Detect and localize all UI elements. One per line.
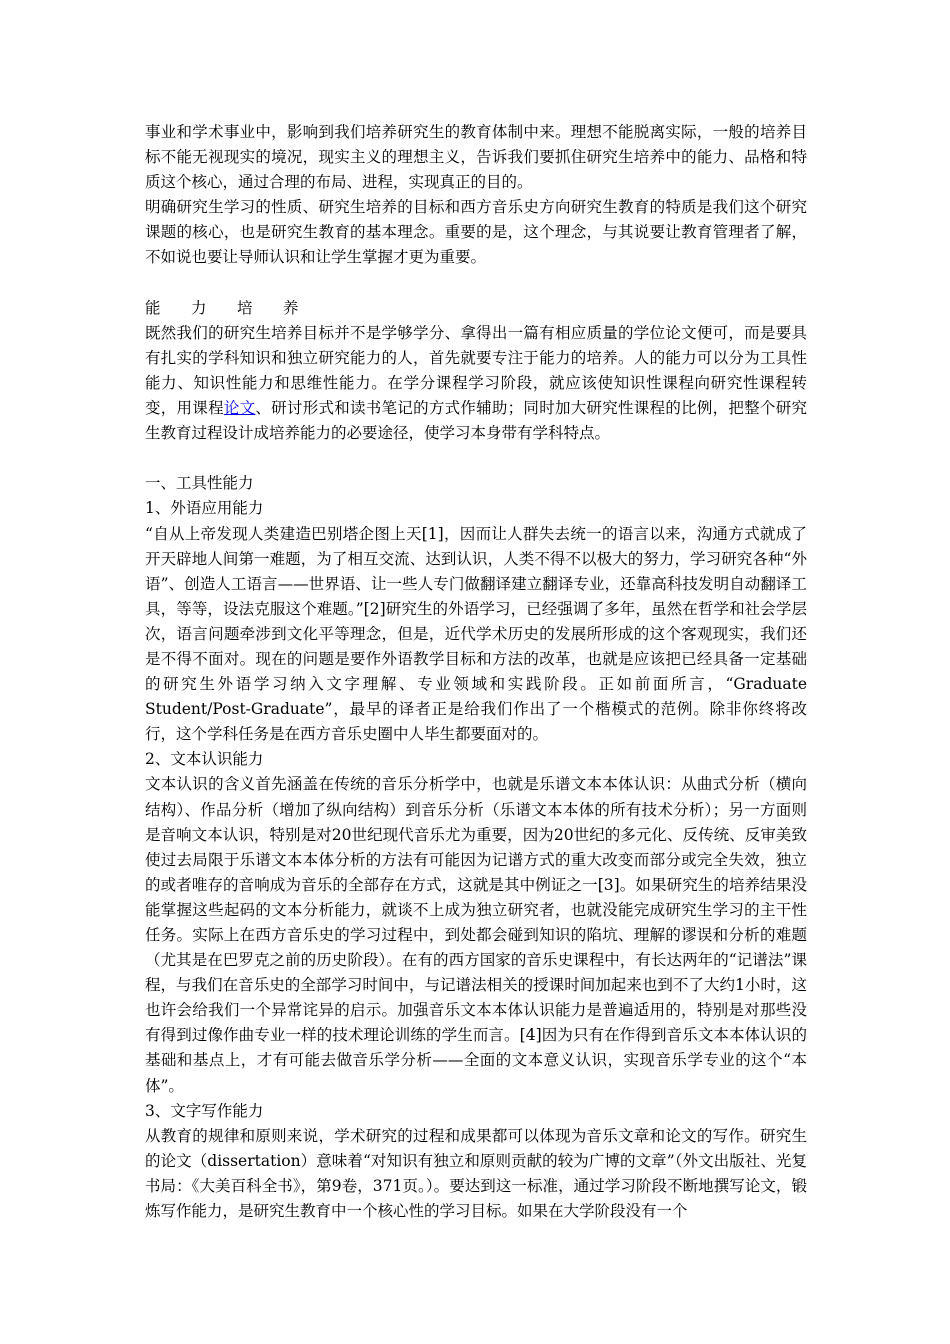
paragraph-foreign-language: “自从上帝发现人类建造巴别塔企图上天[1]，因而让人群失去统一的语言以来，沟通方式就成了开天辟地人间第一难题，为了相互交流、达到认识，人类不得不以极大的努力，学习研究各种“外语”、创造人工语言——世界语、让一些人专门做翻译建立翻译专业，还靠高科技发明自动翻译工具，等等，设法克服这个难题。”[2]研究生的外语学习，已经强调了多年，虽然在哲学和社会学层次，语言问题牵涉到文化平等理念，但是，近代学术历史的发展所形成的这个客观现实，我们还是不得不面对。现在的问题是要作外语教学目标和方法的改革，也就是应该把已经具备一定基础的研究生外语学习纳入文字理解、专业领域和实践阶段。正如前面所言，“Graduate Student/Post-Graduate”，最早的译者正是给我们作出了一个楷模式的范例。除非你终将改行，这个学科任务是在西方音乐史圈中人毕生都要面对的。	[145, 524, 807, 744]
heading-char: 力	[191, 298, 207, 317]
paragraph-text-before-link: 既然我们的研究生培养目标并不是学够学分、拿得出一篇有相应质量的学位论文便可，而是要具有扎实的学科知识和独立研究能力的人，首先就要专注于能力的培养。人的能力可以分为工具性能力、知识性能力和思维性能力。在学分课程学习阶段，就应该使知识性课程向研究性课程转变，用课程	[145, 323, 807, 418]
blank-line	[145, 446, 807, 471]
subheading-writing-ability: 3、文字写作能力	[145, 1101, 264, 1120]
subheading-text-recognition: 2、文本认识能力	[145, 750, 264, 769]
paragraph-research-core: 明确研究生学习的性质、研究生培养的目标和西方音乐史方向研究生教育的特质是我们这个研究课题的核心，也是研究生教育的基本理念。重要的是，这个理念，与其说要让教育管理者了解，不如说也要让导师认识和让学生掌握才更为重要。	[145, 198, 807, 267]
heading-char: 培	[237, 298, 253, 317]
section-heading-ability-training	[145, 296, 807, 321]
paragraph-writing-ability: 从教育的规律和原则来说，学术研究的过程和成果都可以体现为音乐文章和论文的写作。研究生的论文（dissertation）意味着“对知识有独立和原则贡献的较为广博的文章”（外文出版社、光复书局：《大美百科全书》，第9卷，371页。）。要达到这一标准，通过学习阶段不断地撰写论文，锻炼写作能力，是研究生教育中一个核心性的学习目标。如果在大学阶段没有一个	[145, 1126, 807, 1221]
heading-char: 能	[145, 298, 161, 317]
section-heading-tool-ability: 一、工具性能力	[145, 474, 254, 493]
heading-char: 养	[283, 298, 299, 317]
paragraph-text-after-link: 、研讨形式和读书笔记的方式作辅助；同时加大研究性课程的比例，把整个研究生教育过程设计成培养能力的必要途径，使学习本身带有学科特点。	[145, 399, 807, 443]
paragraph-intro-continued: 事业和学术事业中，影响到我们培养研究生的教育体制中来。理想不能脱离实际，一般的培养目标不能无视现实的境况，现实主义的理想主义，告诉我们要抓住研究生培养中的能力、品格和特质这个核心，通过合理的布局、进程，实现真正的目的。	[145, 123, 807, 192]
blank-line	[145, 271, 807, 296]
subheading-foreign-language: 1、外语应用能力	[145, 499, 264, 518]
paragraph-text-recognition: 文本认识的含义首先涵盖在传统的音乐分析学中，也就是乐谱文本本体认识：从曲式分析（横向结构）、作品分析（增加了纵向结构）到音乐分析（乐谱文本本体的所有技术分析）；另一方面则是音响文本认识，特别是对20世纪现代音乐尤为重要，因为20世纪的多元化、反传统、反审美致使过去局限于乐谱文本本体分析的方法有可能因为记谱方式的重大改变而部分或完全失效，独立的或者唯存的音响成为音乐的全部存在方式，这就是其中例证之一[3]。如果研究生的培养结果没能掌握这些起码的文本分析能力，就谈不上成为独立研究者，也就没能完成研究生学习的主干性任务。实际上在西方音乐史的学习过程中，到处都会碰到知识的陷坑、理解的谬误和分析的难题（尤其是在巴罗克之前的历史阶段）。在有的西方国家的音乐史课程中，有长达两年的“记谱法”课程，与我们在音乐史的全部学习时间中，与记谱法相关的授课时间加起来也到不了大约1小时，这也许会给我们一个异常诧异的启示。加强音乐文本本体认识能力是普遍适用的，特别是对那些没有得到过像作曲专业一样的技术理论训练的学生而言。[4]因为只有在作得到音乐文本本体认识的基础和基点上，才有可能去做音乐学分析——全面的文本意义认识，实现音乐学专业的这个“本体”。	[145, 775, 807, 1095]
paragraph-ability-training	[145, 321, 807, 446]
document-page	[145, 120, 807, 1224]
thesis-link[interactable]: 论文	[223, 399, 256, 418]
